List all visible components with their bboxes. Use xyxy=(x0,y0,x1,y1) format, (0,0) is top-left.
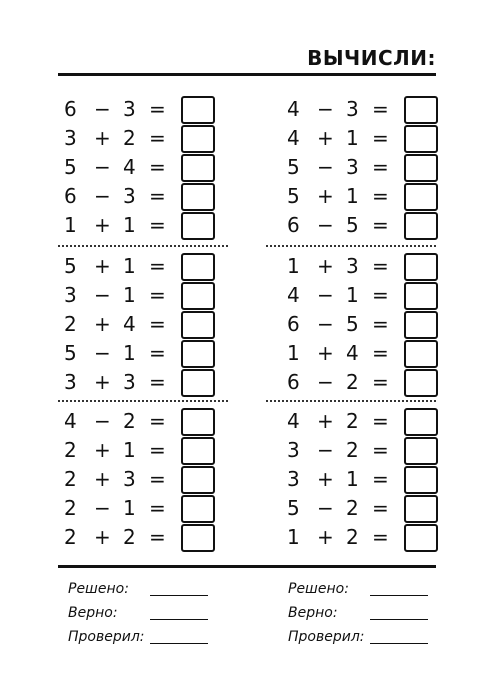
operand-left: 4 xyxy=(287,97,300,121)
operand-right: 1 xyxy=(123,438,136,462)
operand-left: 6 xyxy=(287,312,300,336)
operator: + xyxy=(94,254,111,278)
equals-sign: = xyxy=(149,370,166,394)
operand-left: 3 xyxy=(64,370,77,394)
checked-label: Проверил: xyxy=(288,629,365,645)
correct-answer-line[interactable] xyxy=(370,619,428,620)
equals-sign: = xyxy=(372,213,389,237)
equation-row xyxy=(287,368,457,396)
answer-box[interactable] xyxy=(181,369,215,397)
equals-sign: = xyxy=(372,312,389,336)
equals-sign: = xyxy=(372,409,389,433)
equation-row xyxy=(287,252,457,280)
checked-answer-line[interactable] xyxy=(150,643,208,644)
equals-sign: = xyxy=(149,283,166,307)
operand-left: 2 xyxy=(64,438,77,462)
answer-box[interactable] xyxy=(404,437,438,465)
operator: − xyxy=(94,496,111,520)
equals-sign: = xyxy=(149,254,166,278)
operand-left: 4 xyxy=(287,283,300,307)
answer-box[interactable] xyxy=(404,212,438,240)
answer-box[interactable] xyxy=(181,524,215,552)
answer-box[interactable] xyxy=(404,154,438,182)
operator: − xyxy=(317,155,334,179)
correct-label: Верно: xyxy=(68,605,118,621)
footer-row-solved xyxy=(288,578,468,600)
equation-row xyxy=(64,252,234,280)
operand-right: 1 xyxy=(346,467,359,491)
operand-left: 2 xyxy=(64,312,77,336)
equals-sign: = xyxy=(149,525,166,549)
equation-row xyxy=(64,124,234,152)
answer-box[interactable] xyxy=(404,311,438,339)
equation-row xyxy=(64,182,234,210)
operator: − xyxy=(317,370,334,394)
answer-box[interactable] xyxy=(404,495,438,523)
operator: + xyxy=(94,467,111,491)
equals-sign: = xyxy=(372,184,389,208)
equals-sign: = xyxy=(372,155,389,179)
operand-right: 5 xyxy=(346,213,359,237)
equals-sign: = xyxy=(149,184,166,208)
operand-left: 3 xyxy=(64,283,77,307)
operand-left: 5 xyxy=(287,184,300,208)
operator: − xyxy=(94,184,111,208)
footer-row-correct xyxy=(288,602,468,624)
answer-box[interactable] xyxy=(404,340,438,368)
operand-right: 4 xyxy=(123,155,136,179)
answer-box[interactable] xyxy=(181,253,215,281)
operand-right: 3 xyxy=(123,184,136,208)
equation-row xyxy=(64,310,234,338)
operand-left: 1 xyxy=(287,341,300,365)
equals-sign: = xyxy=(149,409,166,433)
operand-left: 1 xyxy=(287,525,300,549)
operand-left: 1 xyxy=(287,254,300,278)
equation-row xyxy=(287,436,457,464)
operator: − xyxy=(317,97,334,121)
equation-row xyxy=(64,436,234,464)
operator: + xyxy=(94,213,111,237)
solved-answer-line[interactable] xyxy=(150,595,208,596)
answer-box[interactable] xyxy=(404,408,438,436)
operand-left: 1 xyxy=(64,213,77,237)
answer-box[interactable] xyxy=(404,369,438,397)
operand-right: 2 xyxy=(346,438,359,462)
operand-right: 2 xyxy=(123,525,136,549)
operand-right: 1 xyxy=(346,126,359,150)
operand-right: 3 xyxy=(123,370,136,394)
operator: + xyxy=(317,525,334,549)
equals-sign: = xyxy=(149,496,166,520)
equals-sign: = xyxy=(149,341,166,365)
equals-sign: = xyxy=(372,467,389,491)
operand-right: 3 xyxy=(346,155,359,179)
answer-box[interactable] xyxy=(404,253,438,281)
operand-left: 5 xyxy=(64,254,77,278)
equation-row xyxy=(287,124,457,152)
equals-sign: = xyxy=(372,254,389,278)
correct-answer-line[interactable] xyxy=(150,619,208,620)
operand-left: 3 xyxy=(287,467,300,491)
operator: − xyxy=(317,312,334,336)
answer-box[interactable] xyxy=(181,212,215,240)
answer-box[interactable] xyxy=(404,125,438,153)
checked-answer-line[interactable] xyxy=(370,643,428,644)
operand-left: 2 xyxy=(64,496,77,520)
equation-row xyxy=(287,407,457,435)
operator: + xyxy=(94,438,111,462)
correct-label: Верно: xyxy=(288,605,338,621)
operator: − xyxy=(317,496,334,520)
operator: + xyxy=(317,184,334,208)
block-separator xyxy=(58,400,228,402)
operand-left: 4 xyxy=(287,409,300,433)
solved-label: Решено: xyxy=(68,581,129,597)
operand-left: 5 xyxy=(287,155,300,179)
answer-box[interactable] xyxy=(181,183,215,211)
equation-row xyxy=(287,523,457,551)
operand-right: 5 xyxy=(346,312,359,336)
operand-right: 2 xyxy=(346,496,359,520)
equation-row xyxy=(64,523,234,551)
operator: + xyxy=(317,409,334,433)
footer-row-correct xyxy=(68,602,248,624)
equals-sign: = xyxy=(372,525,389,549)
equals-sign: = xyxy=(372,97,389,121)
equals-sign: = xyxy=(372,341,389,365)
answer-box[interactable] xyxy=(181,311,215,339)
equals-sign: = xyxy=(149,155,166,179)
answer-box[interactable] xyxy=(181,340,215,368)
operator: − xyxy=(94,155,111,179)
operand-right: 2 xyxy=(346,409,359,433)
answer-box[interactable] xyxy=(404,183,438,211)
operand-right: 2 xyxy=(123,126,136,150)
operator: − xyxy=(94,341,111,365)
equation-row xyxy=(287,281,457,309)
answer-box[interactable] xyxy=(181,125,215,153)
answer-box[interactable] xyxy=(181,96,215,124)
block-separator xyxy=(58,245,228,247)
equation-row xyxy=(287,95,457,123)
equation-row xyxy=(64,281,234,309)
operand-left: 3 xyxy=(64,126,77,150)
equals-sign: = xyxy=(372,370,389,394)
operand-left: 5 xyxy=(64,155,77,179)
equation-row xyxy=(64,407,234,435)
operand-left: 3 xyxy=(287,438,300,462)
operand-right: 1 xyxy=(346,283,359,307)
equation-row xyxy=(287,465,457,493)
operator: + xyxy=(94,126,111,150)
answer-box[interactable] xyxy=(181,154,215,182)
operand-left: 2 xyxy=(64,525,77,549)
equals-sign: = xyxy=(149,312,166,336)
footer-row-checked xyxy=(68,626,248,648)
operand-left: 6 xyxy=(64,184,77,208)
operator: + xyxy=(317,126,334,150)
footer-divider xyxy=(58,565,436,568)
worksheet-title: ВЫЧИСЛИ: xyxy=(307,46,436,70)
answer-box[interactable] xyxy=(181,495,215,523)
operand-right: 1 xyxy=(123,254,136,278)
operand-right: 3 xyxy=(123,467,136,491)
equation-row xyxy=(287,339,457,367)
operand-right: 1 xyxy=(346,184,359,208)
operand-left: 2 xyxy=(64,467,77,491)
solved-label: Решено: xyxy=(288,581,349,597)
equation-row xyxy=(64,153,234,181)
operator: + xyxy=(317,341,334,365)
operand-left: 5 xyxy=(64,341,77,365)
block-separator xyxy=(266,245,436,247)
operator: − xyxy=(94,283,111,307)
equation-row xyxy=(287,182,457,210)
operator: + xyxy=(317,467,334,491)
checked-label: Проверил: xyxy=(68,629,145,645)
operand-left: 5 xyxy=(287,496,300,520)
operand-right: 1 xyxy=(123,341,136,365)
operand-right: 1 xyxy=(123,496,136,520)
operand-left: 4 xyxy=(287,126,300,150)
equation-row xyxy=(64,211,234,239)
equals-sign: = xyxy=(372,126,389,150)
operand-right: 3 xyxy=(346,254,359,278)
operator: − xyxy=(94,97,111,121)
equation-row xyxy=(287,153,457,181)
operand-left: 6 xyxy=(287,213,300,237)
equation-row xyxy=(64,494,234,522)
solved-answer-line[interactable] xyxy=(370,595,428,596)
operand-right: 3 xyxy=(346,97,359,121)
operand-right: 4 xyxy=(123,312,136,336)
operand-left: 4 xyxy=(64,409,77,433)
answer-box[interactable] xyxy=(181,437,215,465)
equation-row xyxy=(64,95,234,123)
equals-sign: = xyxy=(149,213,166,237)
equals-sign: = xyxy=(149,467,166,491)
operator: + xyxy=(94,525,111,549)
equation-row xyxy=(287,494,457,522)
equals-sign: = xyxy=(149,126,166,150)
equals-sign: = xyxy=(372,496,389,520)
equals-sign: = xyxy=(149,438,166,462)
equation-row xyxy=(287,211,457,239)
equation-row xyxy=(287,310,457,338)
operand-right: 2 xyxy=(346,525,359,549)
operator: − xyxy=(317,213,334,237)
equals-sign: = xyxy=(149,97,166,121)
answer-box[interactable] xyxy=(404,524,438,552)
answer-box[interactable] xyxy=(181,466,215,494)
title-divider xyxy=(58,73,436,76)
operator: + xyxy=(317,254,334,278)
operand-right: 1 xyxy=(123,213,136,237)
answer-box[interactable] xyxy=(404,282,438,310)
equation-row xyxy=(64,368,234,396)
equation-row xyxy=(64,339,234,367)
operand-left: 6 xyxy=(287,370,300,394)
operand-right: 1 xyxy=(123,283,136,307)
operator: − xyxy=(317,438,334,462)
operand-left: 6 xyxy=(64,97,77,121)
footer-row-checked xyxy=(288,626,468,648)
footer-row-solved xyxy=(68,578,248,600)
block-separator xyxy=(266,400,436,402)
operand-right: 3 xyxy=(123,97,136,121)
operator: + xyxy=(94,370,111,394)
answer-box[interactable] xyxy=(404,466,438,494)
equals-sign: = xyxy=(372,283,389,307)
answer-box[interactable] xyxy=(181,282,215,310)
operator: − xyxy=(317,283,334,307)
operand-right: 2 xyxy=(346,370,359,394)
operand-right: 2 xyxy=(123,409,136,433)
operator: − xyxy=(94,409,111,433)
answer-box[interactable] xyxy=(181,408,215,436)
equals-sign: = xyxy=(372,438,389,462)
operator: + xyxy=(94,312,111,336)
equation-row xyxy=(64,465,234,493)
answer-box[interactable] xyxy=(404,96,438,124)
operand-right: 4 xyxy=(346,341,359,365)
